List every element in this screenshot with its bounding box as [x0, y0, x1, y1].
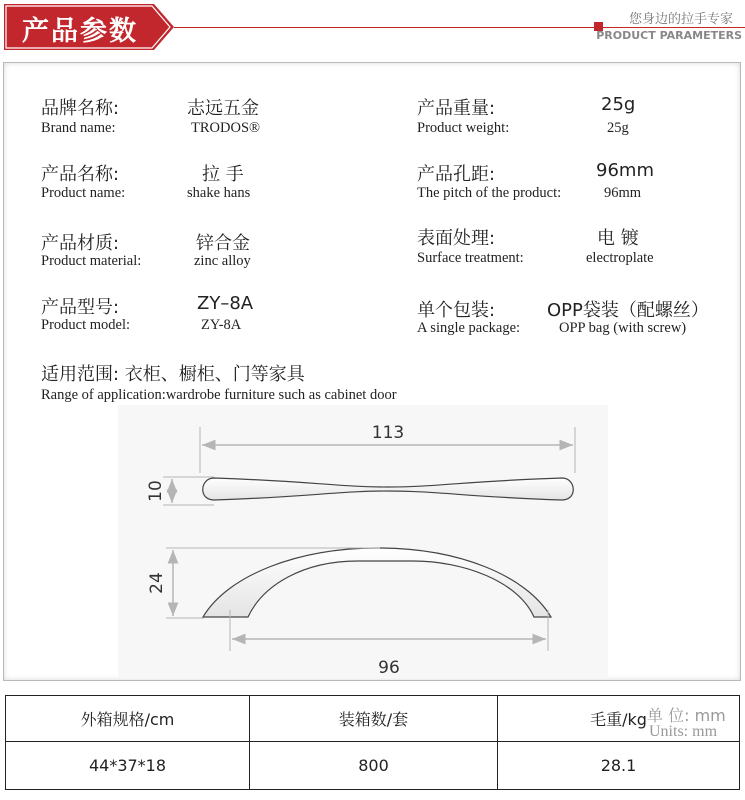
model-value-en: ZY-8A — [201, 317, 242, 333]
pitch-value-en: 96mm — [604, 185, 642, 201]
weight-label-en: Product weight: — [417, 120, 510, 136]
cell-gross-weight: 28.1 — [498, 742, 740, 790]
header-quantity: 装箱数/套 — [250, 696, 498, 742]
header-slogan-en: PRODUCT PARAMETERS — [596, 29, 742, 42]
model-label-cn: 产品型号: — [41, 297, 120, 318]
page-title: 产品参数 — [22, 16, 138, 47]
model-label-en: Product model: — [41, 317, 131, 333]
height-dimension-label: 24 — [147, 572, 167, 594]
application-cn: 适用范围: 衣柜、橱柜、门等家具 — [41, 364, 305, 385]
pitch-value-cn: 96mm — [596, 160, 654, 181]
name-value-cn: 拉 手 — [202, 164, 244, 185]
cell-carton-size: 44*37*18 — [6, 742, 250, 790]
pitch-label-cn: 产品孔距: — [417, 164, 496, 185]
package-value-cn: OPP袋装（配螺丝） — [547, 300, 709, 321]
name-value-en: shake hans — [187, 185, 251, 201]
header-divider-line — [174, 27, 599, 28]
application-en: Range of application:wardrobe furniture such as cabinet door — [41, 387, 397, 403]
material-label-cn: 产品材质: — [41, 233, 120, 254]
package-label-cn: 单个包装: — [417, 300, 496, 321]
material-value-en: zinc alloy — [194, 253, 251, 269]
surface-label-en: Surface treatment: — [417, 250, 524, 266]
units-label-en: Units: mm — [649, 723, 718, 740]
brand-value-cn: 志远五金 — [187, 98, 259, 119]
model-value-cn: ZY–8A — [197, 293, 254, 314]
packing-table — [5, 695, 740, 790]
weight-label-cn: 产品重量: — [417, 98, 496, 119]
surface-value-en: electroplate — [586, 250, 654, 266]
name-label-en: Product name: — [41, 185, 126, 201]
package-value-en: OPP bag (with screw) — [559, 320, 687, 336]
surface-value-cn: 电 镀 — [597, 228, 639, 249]
header-gross-weight: 毛重/kg — [498, 696, 740, 742]
table-header-row — [6, 696, 740, 742]
material-label-en: Product material: — [41, 253, 142, 269]
cell-quantity: 800 — [250, 742, 498, 790]
pitch-label-en: The pitch of the product: — [417, 185, 562, 201]
brand-label-en: Brand name: — [41, 120, 116, 136]
table-row — [6, 742, 740, 790]
weight-value-en: 25g — [607, 120, 629, 136]
length-dimension-label: 113 — [371, 423, 405, 443]
page-header — [0, 0, 745, 60]
material-value-cn: 锌合金 — [196, 233, 250, 254]
pitch-dimension — [230, 610, 548, 651]
header-slogan-cn: 您身边的拉手专家 — [628, 12, 733, 27]
header-divider-line-right — [603, 27, 745, 28]
brand-value-en: TRODOS® — [191, 120, 261, 136]
handle-dimension-drawing — [118, 405, 608, 677]
package-label-en: A single package: — [417, 320, 521, 336]
brand-label-cn: 品牌名称: — [41, 98, 120, 119]
units-label-cn: 单 位: mm — [647, 706, 726, 725]
handle-top-view — [203, 478, 574, 500]
handle-side-view — [203, 548, 551, 617]
name-label-cn: 产品名称: — [41, 164, 120, 185]
weight-value-cn: 25g — [601, 94, 636, 115]
surface-label-cn: 表面处理: — [417, 228, 496, 249]
thickness-dimension-label: 10 — [146, 480, 166, 502]
header-carton-size: 外箱规格/cm — [6, 696, 250, 742]
pitch-dimension-label: 96 — [378, 658, 400, 677]
